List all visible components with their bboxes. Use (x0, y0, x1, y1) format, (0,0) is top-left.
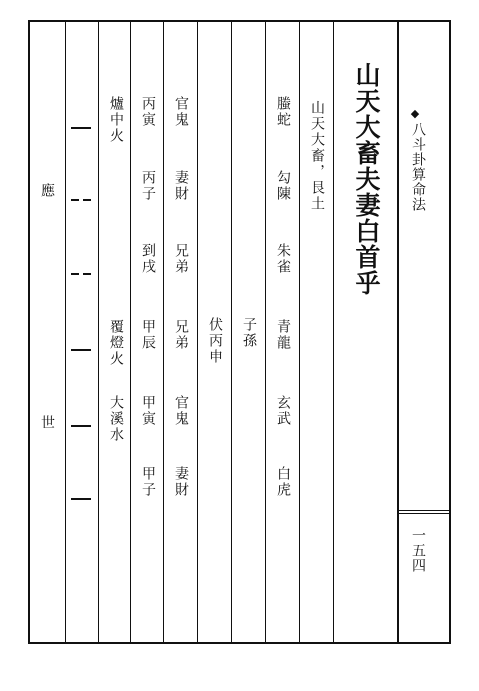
hidden-spirit: 子孫 (241, 317, 257, 349)
yang-line (71, 125, 93, 131)
branch: 丙寅 (140, 96, 156, 128)
book-title: 八斗卦算命法 (410, 122, 426, 212)
nayin: 爐中火 (108, 96, 124, 144)
relation: 官鬼 (173, 395, 189, 427)
nayin: 覆燈火 (108, 319, 124, 367)
diamond-icon: ◆ (410, 106, 420, 120)
branch: 到戌 (140, 243, 156, 275)
six-spirit: 勾陳 (275, 170, 291, 202)
six-spirit: 螣蛇 (275, 96, 291, 128)
page-number-rule (398, 510, 450, 511)
column-rule (333, 20, 334, 644)
six-spirit: 青龍 (275, 319, 291, 351)
page-number: 一五四 (410, 528, 426, 573)
hidden-branch: 伏丙申 (207, 317, 223, 365)
branch: 甲寅 (140, 395, 156, 427)
column-rule (265, 20, 266, 644)
relation: 妻財 (173, 466, 189, 498)
column-rule (65, 20, 66, 644)
branch: 甲子 (140, 466, 156, 498)
header-rule (397, 20, 399, 644)
column-rule (299, 20, 300, 644)
six-spirit: 白虎 (275, 466, 291, 498)
column-rule (197, 20, 198, 644)
relation: 兄弟 (173, 319, 189, 351)
column-rule (231, 20, 232, 644)
yang-line (71, 347, 93, 353)
column-rule (163, 20, 164, 644)
nayin: 大溪水 (108, 395, 124, 443)
yang-line (71, 496, 93, 502)
column-rule (98, 20, 99, 644)
shi-mark: 世 (39, 415, 55, 431)
yin-line (71, 271, 93, 277)
branch: 丙子 (140, 170, 156, 202)
ying-mark: 應 (39, 183, 55, 199)
relation: 兄弟 (173, 243, 189, 275)
yin-line (71, 197, 93, 203)
yang-line (71, 423, 93, 429)
page-number-rule (398, 513, 450, 514)
relation: 妻財 (173, 170, 189, 202)
hexagram-name: 山天大畜，艮土 (309, 100, 325, 212)
column-rule (130, 20, 131, 644)
page-frame (28, 20, 451, 644)
relation: 官鬼 (173, 96, 189, 128)
chapter-title: 山天大畜夫妻白首乎 (352, 62, 381, 296)
branch: 甲辰 (140, 319, 156, 351)
six-spirit: 玄武 (275, 395, 291, 427)
six-spirit: 朱雀 (275, 243, 291, 275)
